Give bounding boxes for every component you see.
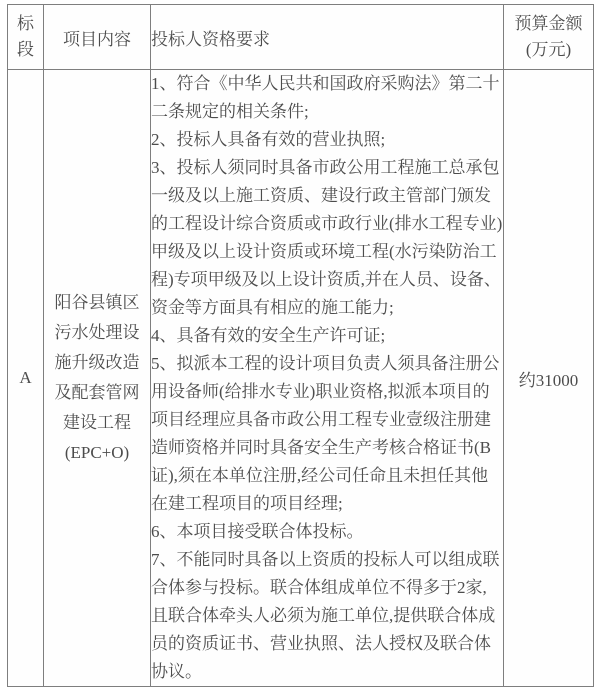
project-line: 阳谷县镇区 bbox=[54, 293, 140, 312]
qualification-item: 7、不能同时具备以上资质的投标人可以组成联合体参与投标。联合体组成单位不得多于2家,且联合体牵头人必须为施工单位,提供联合体成员的资质证书、营业执照、法人授权及联合体协议。 bbox=[151, 550, 500, 681]
qualification-item: 1、符合《中华人民共和国政府采购法》第二十二条规定的相关条件; bbox=[151, 74, 500, 121]
qualification-item: 5、拟派本工程的设计项目负责人须具备注册公用设备师(给排水专业)职业资格,拟派本项目的项目经理应具备市政公用工程专业壹级注册建造师资格并同时具备安全生产考核合格证书(B证),须在本单位注册,经公司任命且未担任其他在建工程项目的项目经理; bbox=[151, 354, 500, 513]
project-line: 及配套管网 bbox=[54, 383, 140, 402]
project-cell bbox=[44, 70, 151, 687]
qualification-item: 3、投标人须同时具备市政公用工程施工总承包一级及以上施工资质、建设行政主管部门颁发的工程设计综合资质或市政行业(排水工程专业)甲级及以上设计资质或环境工程(水污染防治工程)专项甲级及以上设计资质,并在人员、设备、资金等方面具有相应的施工能力; bbox=[151, 158, 503, 317]
header-budget-line-2: (万元) bbox=[525, 40, 572, 59]
header-section-label: 标段 bbox=[17, 14, 34, 59]
header-budget-line-1: 预算金额 bbox=[514, 14, 583, 33]
qualification-item: 4、具备有效的安全生产许可证; bbox=[151, 326, 386, 345]
qualifications-cell bbox=[151, 70, 504, 687]
header-budget bbox=[504, 5, 594, 70]
header-qualifications bbox=[151, 5, 504, 70]
qualification-item: 6、本项目接受联合体投标。 bbox=[151, 522, 364, 541]
project-line: 污水处理设 bbox=[54, 323, 140, 342]
project-line: 施升级改造 bbox=[54, 353, 140, 372]
header-project-label: 项目内容 bbox=[63, 29, 131, 49]
budget-cell: 约31000 bbox=[504, 70, 594, 687]
header-qualifications-label: 投标人资格要求 bbox=[151, 29, 270, 49]
project-line: (EPC+O) bbox=[64, 443, 130, 462]
procurement-table bbox=[7, 4, 594, 687]
project-line: 建设工程 bbox=[63, 413, 131, 432]
qualification-item: 2、投标人具备有效的营业执照; bbox=[151, 130, 386, 149]
header-section bbox=[8, 5, 44, 70]
header-project bbox=[44, 5, 151, 70]
table-row bbox=[8, 70, 594, 687]
table-header-row bbox=[8, 5, 594, 70]
section-cell: A bbox=[8, 70, 44, 687]
